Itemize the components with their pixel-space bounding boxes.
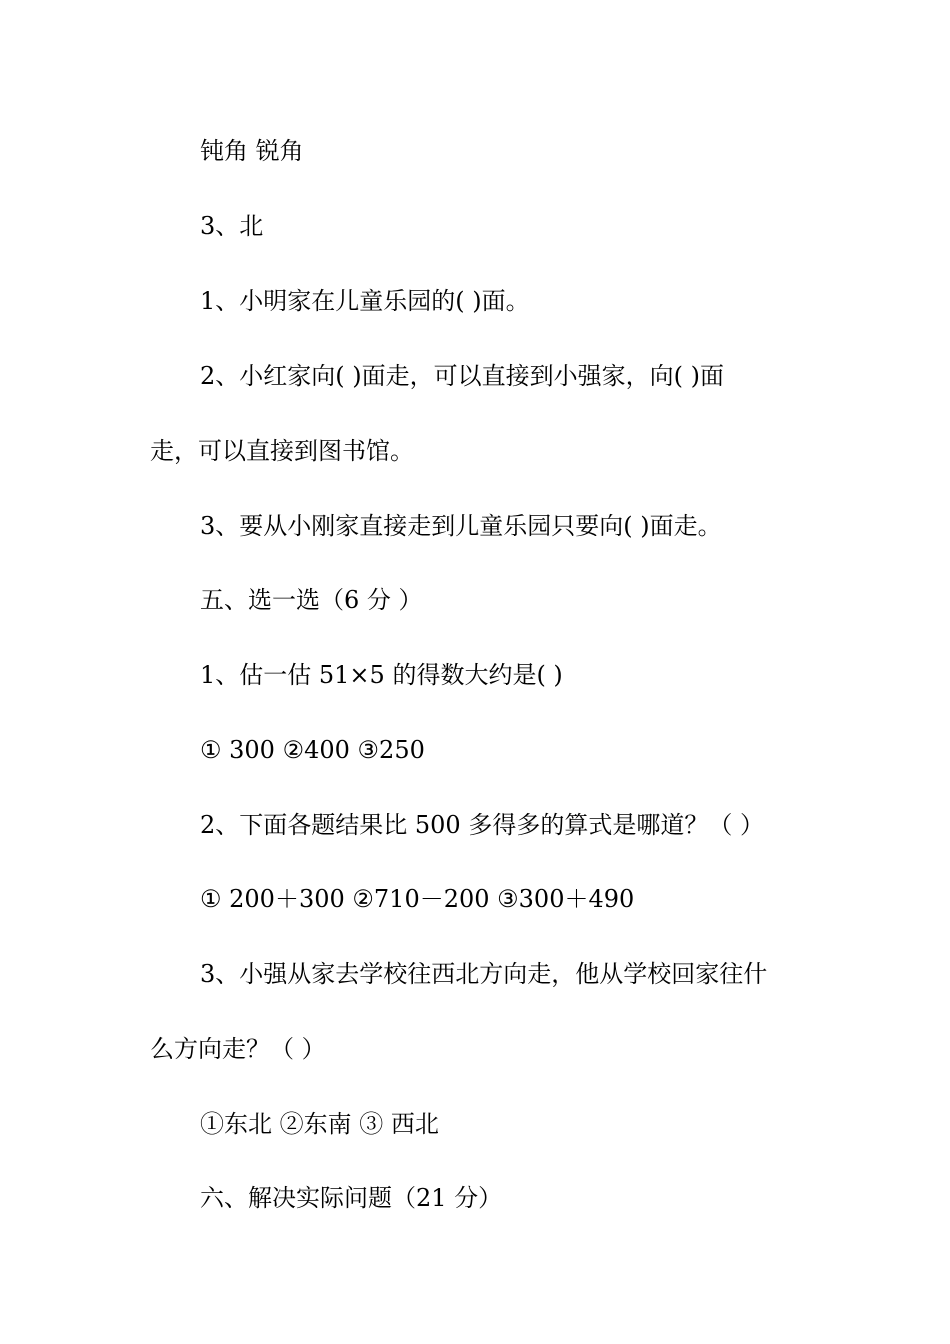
question-estimate: 1、估一估 51×5 的得数大约是( ) [200,661,563,689]
question-greater-than-500: 2、下面各题结果比 500 多得多的算式是哪道？（ ） [200,811,764,839]
options-greater-than-500: ① 200＋300 ②710－200 ③300＋490 [200,885,635,913]
question-xiaohong-home-cont: 走，可以直接到图书馆。 [150,437,414,465]
question-xiaohong-home: 2、小红家向( )面走，可以直接到小强家，向( )面 [200,362,724,390]
question-xiaoqiang-direction-cont: 么方向走？（ ） [150,1035,326,1063]
options-estimate: ① 300 ②400 ③250 [200,736,425,764]
section-heading-choose: 五、选一选（6 分 ） [200,586,423,614]
text-line-angles: 钝角 锐角 [200,137,304,165]
question-xiaoqiang-direction: 3、小强从家去学校往西北方向走，他从学校回家往什 [200,960,768,988]
section-heading-problems: 六、解决实际问题（21 分） [200,1184,503,1212]
options-direction: ①东北 ②东南 ③ 西北 [200,1110,439,1138]
text-line-north: 3、北 [200,212,264,240]
question-xiaogang-home: 3、要从小刚家直接走到儿童乐园只要向( )面走。 [200,512,722,540]
question-xiaoming-home: 1、小明家在儿童乐园的( )面。 [200,287,530,315]
